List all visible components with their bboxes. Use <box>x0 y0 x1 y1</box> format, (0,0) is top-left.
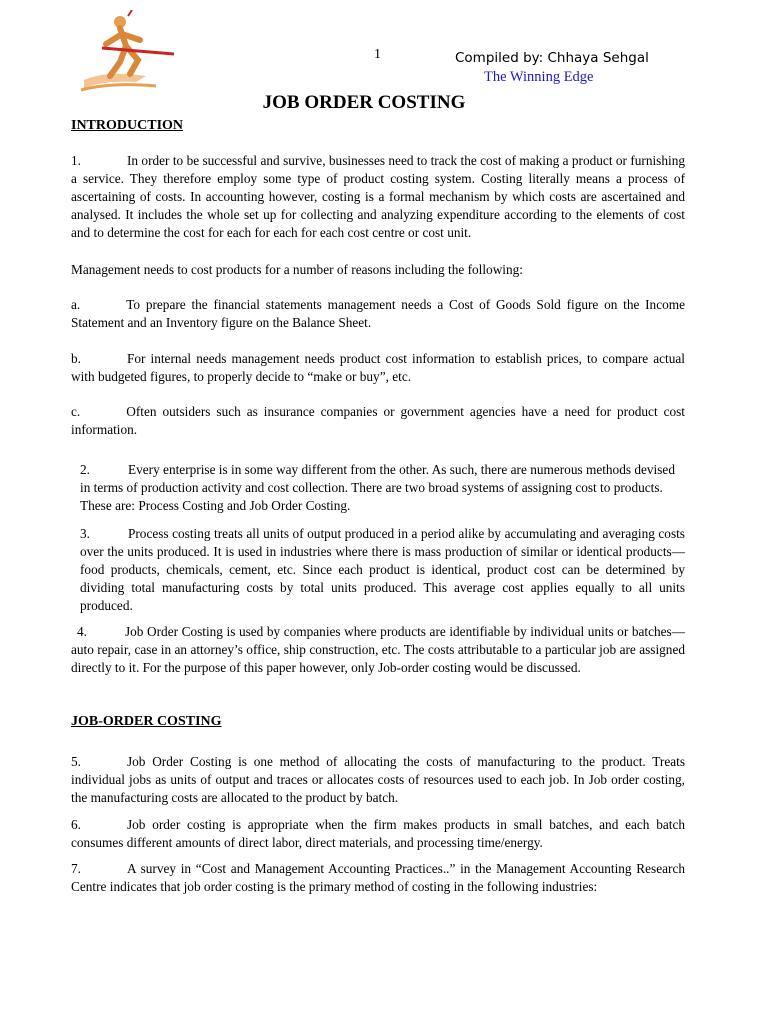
list-letter: c. <box>71 404 81 419</box>
page-number: 1 <box>374 47 381 62</box>
paragraph-text: Every enterprise is in some way different from the other. As such, there are numerous methods devised in terms of production activity and cost collection. There are two broad systems of assigning cost to products. These are: Process Costing and Job Order Costing. <box>80 462 675 513</box>
paragraph-text: Job Order Costing is one method of allocating the costs of manufacturing to the product. Treats individual jobs as units of output and traces or allocates costs of resources used to each job. In Job order costing, the manufacturing costs are allocated to the product by batch. <box>71 754 685 805</box>
paragraph-text: Job order costing is appropriate when the firm makes products in small batches, and each batch consumes different amounts of direct labor, direct materials, and processing time/energy. <box>71 817 685 850</box>
paragraph-text: Often outsiders such as insurance companies or government agencies have a need for product cost information. <box>71 404 685 437</box>
paragraph-text: To prepare the financial statements management needs a Cost of Goods Sold figure on the Income Statement and an Inventory figure on the Balance Sheet. <box>71 297 685 330</box>
compiled-by: Compiled by: Chhaya Sehgal <box>455 50 649 66</box>
paragraph-c <box>71 403 685 439</box>
paragraph-3 <box>80 525 685 615</box>
javelin-runner-logo-icon <box>76 10 176 94</box>
paragraph-1 <box>71 152 685 242</box>
paragraph-number: 1. <box>71 153 81 168</box>
paragraph-5 <box>71 753 685 807</box>
document-title: JOB ORDER COSTING <box>262 92 466 113</box>
brand-name: The Winning Edge <box>484 69 594 85</box>
paragraph-6 <box>71 816 685 852</box>
paragraph-2 <box>80 461 685 515</box>
paragraph-7 <box>71 860 685 896</box>
paragraph-number: 5. <box>71 754 81 769</box>
paragraph-text: A survey in “Cost and Management Accounting Practices..” in the Management Accounting Research Centre indicates that job order costing is the primary method of costing in the following industries: <box>71 861 685 894</box>
paragraph-b <box>71 350 685 386</box>
paragraph-number: 4. <box>77 624 87 639</box>
paragraph-text: In order to be successful and survive, businesses need to track the cost of making a product or furnishing a service. They therefore employ some type of product costing system. Costing literally means a process of ascertaining of costs. In accounting however, costing is a formal mechanism by which costs are ascertained and analysed. It includes the whole set up for collecting and analyzing expenditure according to the elements of cost and to determine the cost for each for each for each cost centre or cost unit. <box>71 153 685 240</box>
section-heading-job-order-costing: JOB-ORDER COSTING <box>71 714 222 729</box>
paragraph-text: Job Order Costing is used by companies where products are identifiable by individual units or batches—auto repair, case in an attorney’s office, ship construction, etc. The costs attributable to a particular job are assigned directly to it. For the purpose of this paper however, only Job-order costing would be discussed. <box>71 624 685 675</box>
paragraph-text: Process costing treats all units of output produced in a period alike by accumulating and averaging costs over the units produced. It is used in industries where there is mass production of similar or identical products—food products, chemicals, cement, etc. Since each product is identical, product cost can be determined by dividing total manufacturing costs by total units produced. This average cost applies equally to all units produced. <box>80 526 685 613</box>
paragraph-number: 2. <box>80 462 90 477</box>
paragraph-number: 3. <box>80 526 90 541</box>
paragraph-text: For internal needs management needs product cost information to establish prices, to compare actual with budgeted figures, to properly decide to “make or buy”, etc. <box>71 351 685 384</box>
paragraph-management: Management needs to cost products for a number of reasons including the following: <box>71 262 523 277</box>
paragraph-a <box>71 296 685 332</box>
paragraph-number: 7. <box>71 861 81 876</box>
paragraph-number: 6. <box>71 817 81 832</box>
list-letter: b. <box>71 351 81 366</box>
list-letter: a. <box>71 297 81 312</box>
paragraph-4 <box>71 623 685 677</box>
section-heading-introduction: INTRODUCTION <box>71 118 184 133</box>
